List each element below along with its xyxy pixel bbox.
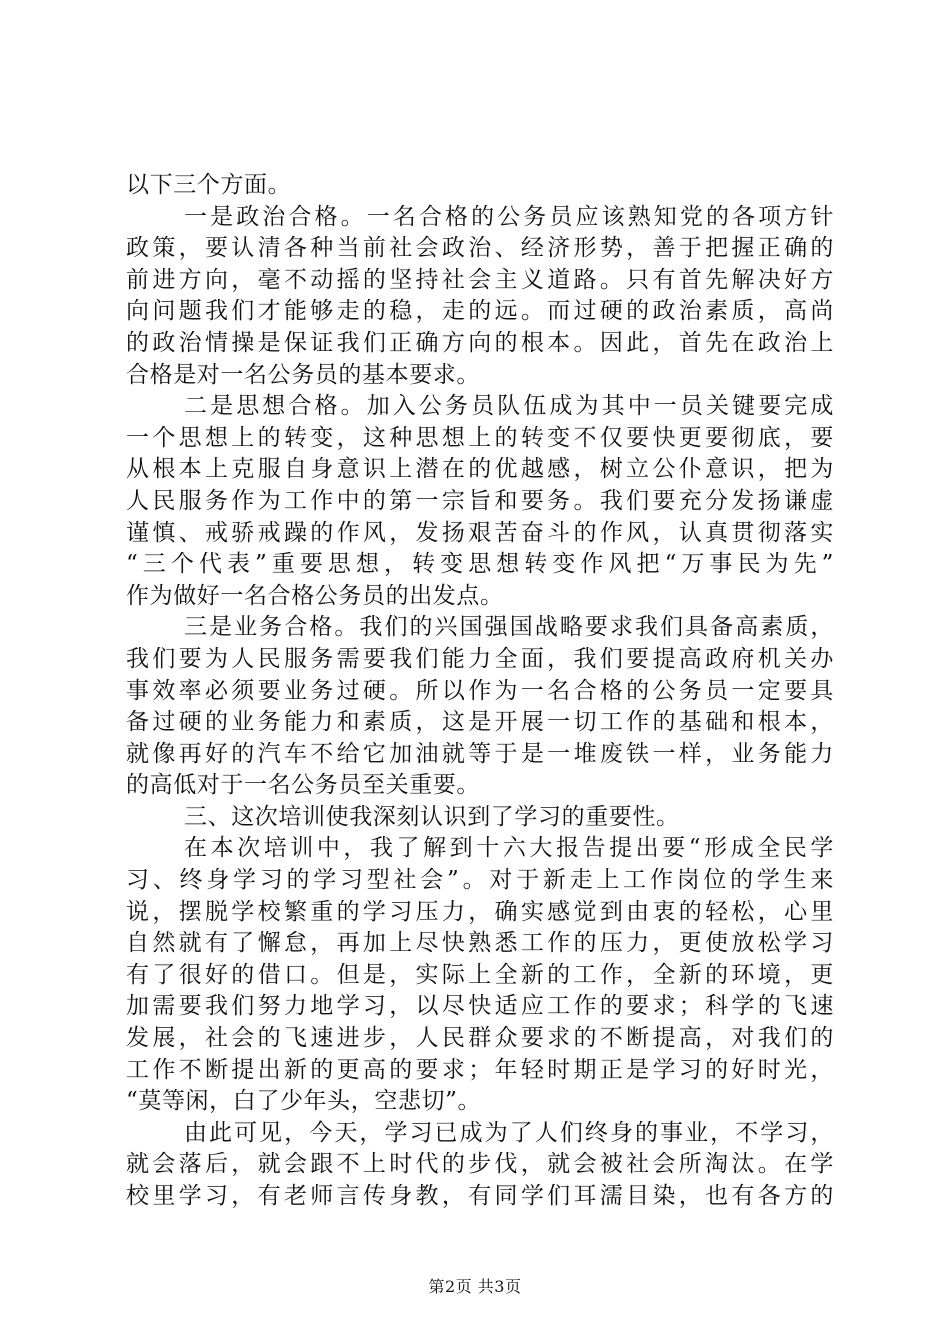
text-line: 校里学习，有老师言传身教，有同学们耳濡目染，也有各方的 <box>126 1183 834 1209</box>
text-line: 就会落后，就会跟不上时代的步伐，就会被社会所淘汰。在学 <box>126 1151 834 1178</box>
text-line: 有了很好的借口。但是，实际上全新的工作，全新的环境，更 <box>126 961 834 988</box>
text-line: 自然就有了懈怠，再加上尽快熟悉工作的压力，更使放松学习 <box>126 930 834 957</box>
text-line: 一个思想上的转变，这种思想上的转变不仅要快更要彻底，要 <box>126 424 834 451</box>
text-line: 以下三个方面。 <box>126 172 292 198</box>
text-line: 发展，社会的飞速进步，人民群众要求的不断提高，对我们的 <box>126 1025 834 1052</box>
text-line: 事效率必须要业务过硬。所以作为一名合格的公务员一定要具 <box>126 677 834 704</box>
text-line: 作为做好一名合格公务员的出发点。 <box>126 582 504 609</box>
text-line: 在本次培训中，我了解到十六大报告提出要“形成全民学 <box>184 835 834 862</box>
text-line: 习、终身学习的学习型社会”。对于新走上工作岗位的学生来 <box>126 867 834 894</box>
text-line: 工作不断提出新的更高的要求；年轻时期正是学习的好时光， <box>126 1056 834 1083</box>
text-line: 我们要为人民服务需要我们能力全面，我们要提高政府机关办 <box>126 645 834 672</box>
text-line: 谨慎、戒骄戒躁的作风，发扬艰苦奋斗的作风，认真贯彻落实 <box>126 519 834 546</box>
text-line: “三个代表”重要思想，转变思想转变作风把“万事民为先” <box>126 551 834 578</box>
text-line: 就像再好的汽车不给它加油就等于是一堆废铁一样，业务能力 <box>126 740 834 767</box>
text-line: “莫等闲，白了少年头，空悲切”。 <box>126 1088 482 1115</box>
text-line: 二是思想合格。加入公务员队伍成为其中一员关键要完成 <box>184 393 834 420</box>
text-line: 的政治情操是保证我们正确方向的根本。因此，首先在政治上 <box>126 329 834 356</box>
text-line: 合格是对一名公务员的基本要求。 <box>126 361 480 388</box>
text-line: 说，摆脱学校繁重的学习压力，确实感觉到由衷的轻松，心里 <box>126 898 834 925</box>
text-line: 政策，要认清各种当前社会政治、经济形势，善于把握正确的 <box>126 235 834 262</box>
text-line: 一是政治合格。一名合格的公务员应该熟知党的各项方针 <box>184 203 834 230</box>
text-line: 由此可见，今天，学习已成为了人们终身的事业，不学习， <box>184 1119 834 1146</box>
text-line: 的高低对于一名公务员至关重要。 <box>126 772 480 799</box>
text-line: 前进方向，毫不动摇的坚持社会主义道路。只有首先解决好方 <box>126 266 834 293</box>
text-line: 加需要我们努力地学习，以尽快适应工作的要求；科学的飞速 <box>126 993 834 1020</box>
page-footer: 第2页 共3页 <box>428 1277 522 1296</box>
document-body <box>126 170 834 1213</box>
text-line: 备过硬的业务能力和素质，这是开展一切工作的基础和根本， <box>126 709 834 736</box>
text-line: 从根本上克服自身意识上潜在的优越感，树立公仆意识，把为 <box>126 456 834 483</box>
text-line: 向问题我们才能够走的稳，走的远。而过硬的政治素质，高尚 <box>126 298 834 325</box>
text-line: 人民服务作为工作中的第一宗旨和要务。我们要充分发扬谦虚 <box>126 487 834 514</box>
text-line: 三是业务合格。我们的兴国强国战略要求我们具备高素质， <box>184 614 834 641</box>
text-line: 三、这次培训使我深刻认识到了学习的重要性。 <box>184 803 680 830</box>
